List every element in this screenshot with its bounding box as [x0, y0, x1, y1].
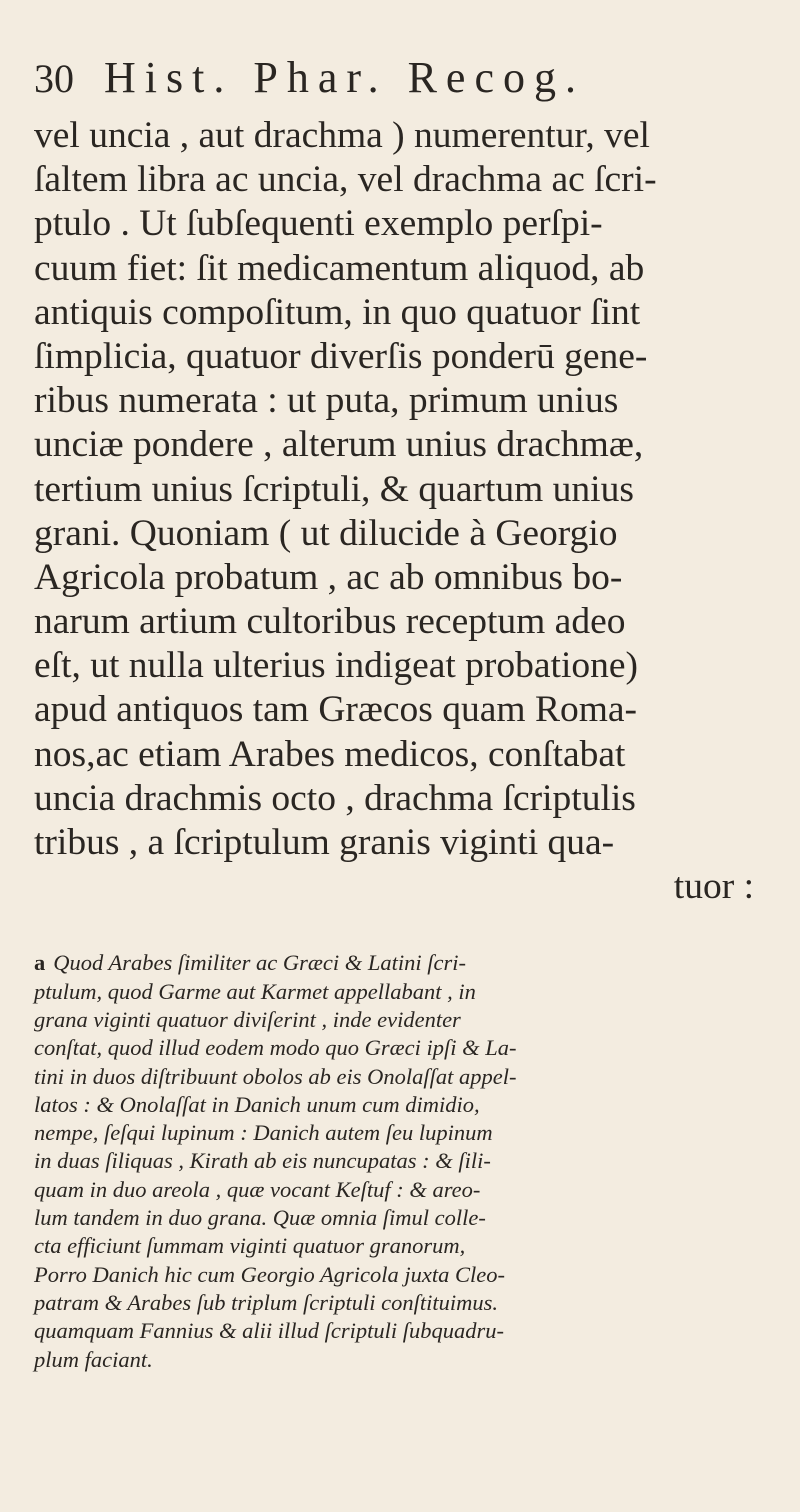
footnote-line — [34, 949, 758, 977]
text-line: narum artium cultoribus receptum adeo — [34, 601, 626, 643]
footnote-line-text: Quod Arabes ſimiliter ac Græci & Latini ſcri- — [53, 950, 466, 976]
text-line: tribus , a ſcriptulum granis viginti qua- — [34, 822, 615, 863]
footnote-line: in duas ſiliquas , Kirath ab eis nuncupatas : & ſili- — [34, 1148, 491, 1174]
footnote-line: nempe, ſeſqui lupinum : Danich autem ſeu lupinum — [34, 1120, 493, 1146]
footnote-line: cta efficiunt ſummam viginti quatuor granorum, — [34, 1233, 466, 1259]
text-line: Agricola probatum , ac ab omnibus bo- — [34, 556, 623, 598]
text-line: grani. Quoniam ( ut dilucide à Georgio — [34, 512, 618, 554]
text-line: eſt, ut nulla ulterius indigeat probatione) — [34, 645, 639, 687]
text-line: tuor : — [673, 866, 754, 908]
running-head — [34, 52, 758, 114]
text-line: apud antiquos tam Græcos quam Roma- — [34, 689, 638, 731]
text-line: ribus numerata : ut puta, primum unius — [34, 380, 619, 422]
footnote-line: ptulum, quod Garme aut Karmet appellabant , in — [34, 978, 476, 1004]
footnote-line: quamquam Fannius & alii illud ſcriptuli ſubquadru- — [34, 1318, 505, 1344]
main-text — [34, 114, 758, 909]
footnote — [34, 949, 758, 1373]
footnote-line: tini in duos diſtribuunt obolos ab eis Onolaſſat appel- — [34, 1063, 517, 1089]
text-line: antiquis compoſitum, in quo quatuor ſint — [34, 291, 641, 333]
text-line: nos,ac etiam Arabes medicos, conſtabat — [34, 733, 626, 775]
footnote-line: conſtat, quod illud eodem modo quo Græci ipſi & La- — [34, 1035, 517, 1061]
text-line: ptulo . Ut ſubſequenti exemplo perſpi- — [34, 203, 603, 245]
text-line: tertium unius ſcriptuli, & quartum unius — [34, 468, 634, 510]
page-number: 30 — [34, 56, 74, 101]
footnote-line: latos : & Onolaſſat in Danich unum cum dimidio, — [34, 1091, 480, 1117]
text-line: unciæ pondere , alterum unius drachmæ, — [34, 424, 644, 466]
footnote-marker: a — [34, 950, 46, 976]
footnote-line: patram & Arabes ſub triplum ſcriptuli conſtituimus. — [34, 1289, 498, 1315]
footnote-line: plum faciant. — [34, 1346, 153, 1372]
running-title: Hist. Phar. Recog. — [104, 53, 585, 102]
text-line: ſimplicia, quatuor diverſis ponderū gene- — [34, 335, 648, 377]
text-line: uncia drachmis octo , drachma ſcriptulis — [34, 777, 636, 819]
text-line: ſaltem libra ac uncia, vel drachma ac ſcri- — [34, 159, 657, 201]
footnote-line: Porro Danich hic cum Georgio Agricola juxta Cleo- — [34, 1261, 505, 1287]
text-line: vel uncia , aut drachma ) numerentur, vel — [34, 115, 650, 156]
footnote-line: grana viginti quatuor diviſerint , inde evidenter — [34, 1006, 461, 1032]
footnote-line: quam in duo areola , quæ vocant Keſtuf : & areo- — [34, 1176, 481, 1202]
text-line: cuum fiet: ſit medicamentum aliquod, ab — [34, 247, 645, 289]
footnote-line: lum tandem in duo grana. Quæ omnia ſimul colle- — [34, 1205, 486, 1231]
